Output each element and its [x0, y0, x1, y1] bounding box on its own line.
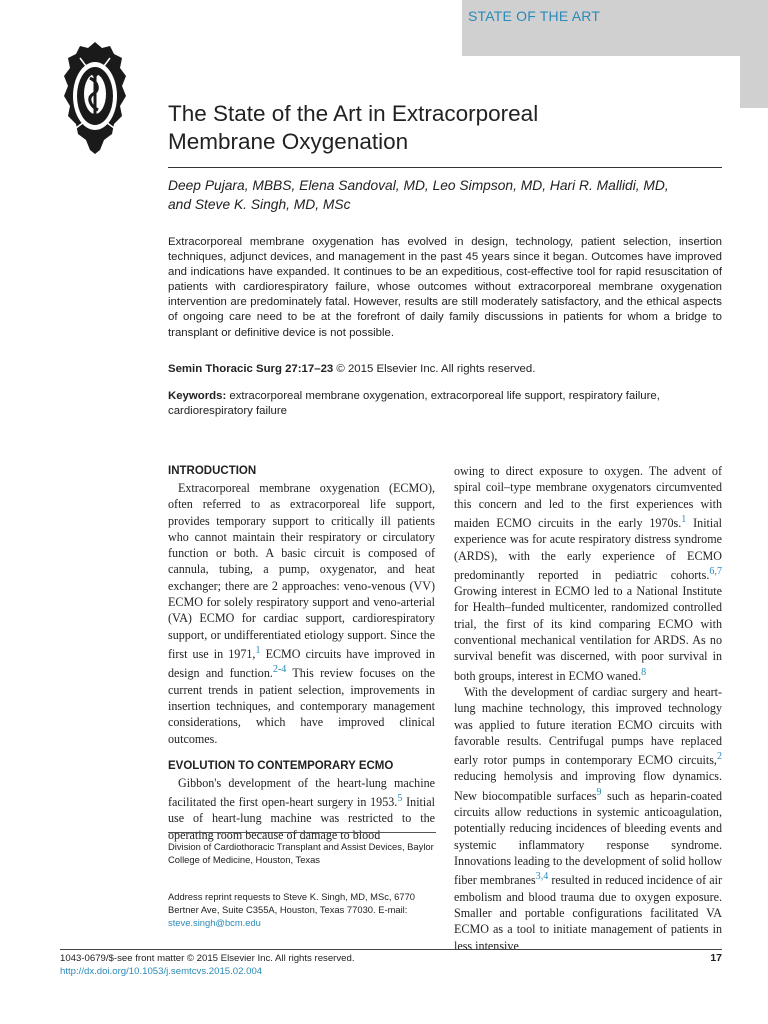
reference-link[interactable]: 1	[681, 513, 687, 525]
issn-line: 1043-0679/$-see front matter © 2015 Elsevier Inc. All rights reserved.	[60, 953, 355, 964]
keywords-list: extracorporeal membrane oxygenation, extracorporeal life support, respiratory failure, cardiorespiratory failure	[168, 390, 660, 418]
reference-link[interactable]: 6,7	[709, 565, 722, 577]
title-line-1: The State of the Art in Extracorporeal	[168, 101, 539, 126]
citation-journal: Semin Thoracic Surg 27:17–23	[168, 363, 334, 375]
title-divider	[168, 167, 722, 168]
introduction-heading: INTRODUCTION	[168, 465, 257, 477]
authors-line-2: and Steve K. Singh, MD, MSc	[168, 196, 351, 212]
email-link[interactable]: steve.singh@bcm.edu	[168, 917, 261, 929]
keywords	[168, 389, 722, 419]
reference-link[interactable]: 3,4	[535, 871, 549, 883]
reference-link[interactable]: 8	[641, 666, 647, 678]
page-number: 17	[710, 952, 722, 964]
author-list	[168, 177, 728, 214]
footnote-divider	[168, 832, 436, 833]
reference-link[interactable]: 5	[397, 793, 403, 805]
left-column	[168, 464, 435, 843]
footer-divider	[60, 949, 722, 950]
evolution-paragraph: Gibbon's development of the heart-lung machine facilitated the first open-heart surgery in 1953.$^5$ Initial use of heart-lung machine was restricted to the operating room because of damage to blood	[168, 775, 435, 842]
citation-line	[168, 362, 722, 377]
reference-link[interactable]: 2	[716, 751, 722, 763]
abstract: Extracorporeal membrane oxygenation has evolved in design, technology, patient selection, insertion techniques, adjunct devices, and management in the past 45 years since it began. Outcomes have improved and indications have expanded. It continues to be an expeditious, cost-effective tool for rapid resuscitation of patients with cardiorespiratory failure, whose outcomes without extracorporeal membrane oxygenation intervention are predominately fatal. However, results are still moderately satisfactory, and the ethical aspects of ongoing care need to be at the forefront of daily family discussions in patients for whom a bridge to transplant or definitive device is not possible.	[168, 236, 722, 339]
authors-line-1: Deep Pujara, MBBS, Elena Sandoval, MD, Leo Simpson, MD, Hari R. Mallidi, MD,	[168, 178, 669, 193]
reprint-text: Address reprint requests to Steve K. Singh, MD, MSc, 6770 Bertner Ave, Suite C355A, Houston, Texas 77030. E-mail:	[168, 891, 415, 916]
introduction-paragraph: Extracorporeal membrane oxygenation (ECMO), often referred to as extracorporeal life support, provides temporary support to critically ill patients who cannot maintain their respiratory or circulatory function or both. A basic circuit is composed of cannula, tubing, a pump, oxygenator, and heat exchanger; there are 2 approaches: veno-venous (VV) ECMO for solely respiratory support and veno-arterial (VA) ECMO for cardiac support, cardiorespiratory support, or undifferentiated etiology support. Since the first use in 1971,$^1$ ECMO circuits have improved in design and function.$^{2-4}$ This review focuses on the current trends in patient selection, improvements in insertion techniques, and contemporary management considerations, which have improved clinical outcomes.	[168, 481, 435, 746]
section-tab	[740, 56, 768, 108]
evolution-heading: EVOLUTION TO CONTEMPORARY ECMO	[168, 759, 394, 772]
continued-paragraph: owing to direct exposure to oxygen. The advent of spiral coil–type membrane oxygenators circumvented this concern and led to the first experiences with maiden ECMO circuits in the early 1970s.$^1$ Initial experience was for acute respiratory distress syndrome (ARDS), with the early experience of ECMO predominantly reported in pediatric cohorts.$^{6,7}$ Growing interest in ECMO led to a National Institute for Health–funded multicenter, randomized controlled trial, the first of its kind comparing ECMO with conventional mechanical ventilation for ARDS. As no survival benefit was discerned, with poor survival in both groups, interest in ECMO waned.$^8$	[454, 464, 723, 683]
cardiac-surgery-paragraph: With the development of cardiac surgery and heart-lung machine technology, this improved technology was applied to future iteration ECMO circuits with favorable results. Centrifugal pumps have replaced early rotor pumps in contemporary ECMO circuits,$^2$ reducing hemolysis and improving flow dynamics. New biocompatible surfaces$^9$ such as heparin-coated circuits allow reductions in systemic anticoagulation, potentially reducing incidences of bleeding events and systemic inflammatory response syndrome. Innovations leading to the development of solid hollow fiber membranes$^{3,4}$ resulted in reduced incidence of air embolism and blood trauma due to oxygen exposure. Smaller and portable configurations facilitated VA ECMO as a tool to initiate management of patients in less intensive	[454, 684, 722, 953]
article-title	[168, 100, 728, 156]
right-column	[454, 463, 722, 954]
page-footer	[60, 952, 355, 978]
doi-link[interactable]: http://dx.doi.org/10.1053/j.semtcvs.2015.02.004	[60, 966, 263, 977]
affiliation-footnote: Division of Cardiothoracic Transplant and Assist Devices, Baylor College of Medicine, Houston, Texas	[168, 841, 434, 866]
reprint-footnote	[168, 890, 436, 930]
section-label: STATE OF THE ART	[468, 8, 601, 24]
citation-copyright: © 2015 Elsevier Inc. All rights reserved.	[333, 363, 536, 375]
keywords-label: Keywords:	[168, 390, 227, 402]
reference-link[interactable]: 1	[255, 644, 261, 656]
title-line-2: Membrane Oxygenation	[168, 129, 409, 154]
journal-crest-icon	[60, 38, 130, 158]
reference-link[interactable]: 9	[596, 786, 602, 798]
reference-link[interactable]: 2-4	[272, 664, 287, 676]
